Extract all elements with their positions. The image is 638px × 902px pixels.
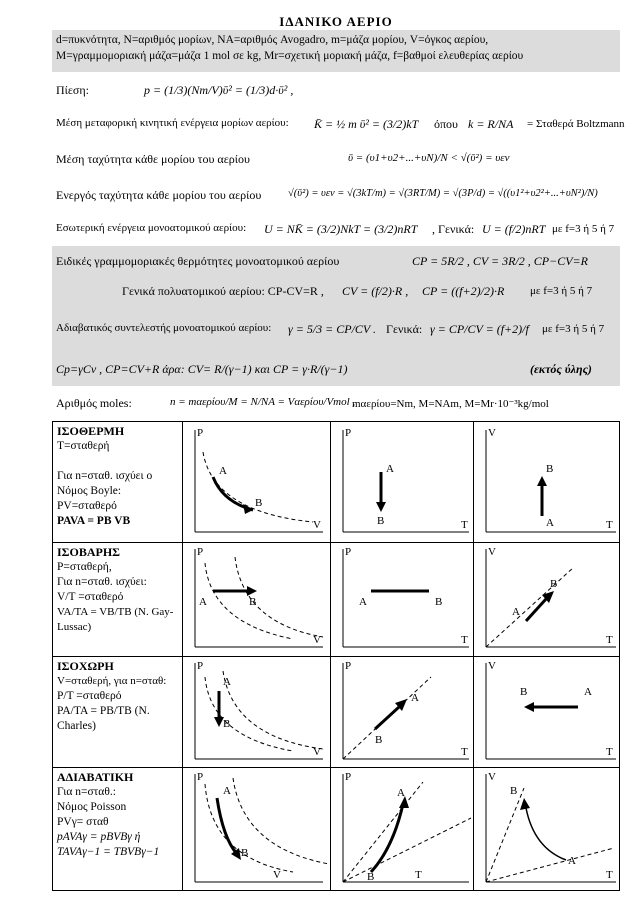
relations-formula: Cp=γCv , CP=CV+R άρα: CV= R/(γ−1) και CP = γ·R/(γ−1)	[56, 362, 348, 376]
pt-graph	[331, 657, 474, 767]
pt-graph	[331, 768, 474, 890]
kinetic-energy-label: Μέση μεταφορική κινητική ενέργεια μορίων αερίου:	[56, 117, 289, 129]
process-path	[526, 599, 546, 621]
vt-graph	[474, 768, 621, 890]
axis-label-v: V	[488, 660, 496, 672]
pt-graph-svg	[331, 543, 474, 656]
pv-graph-svg	[183, 768, 331, 890]
axis-label-p: P	[197, 771, 204, 783]
axis-label-v: V	[488, 546, 496, 558]
process-row-isobaric	[52, 542, 620, 657]
arrow-head	[524, 702, 534, 712]
pv-graph-svg	[183, 543, 331, 656]
isochore-a	[343, 782, 423, 882]
axis-label-t: T	[461, 634, 468, 646]
adiabatic-coef-label: Αδιαβατικός συντελεστής μονοατομικού αερίου:	[56, 322, 272, 334]
definitions-line-1: d=πυκνότητα, N=αριθμός μορίων, NA=αριθμός Avogadro, m=μάζα μορίου, V=όγκος αερίου,	[56, 34, 489, 46]
point-a-label: A	[359, 596, 367, 608]
axis-label-t: T	[606, 746, 613, 758]
pt-graph	[331, 543, 474, 656]
adiabatic-general-formula: γ = CP/CV = (f+2)/f	[430, 322, 529, 336]
point-a-label: A	[546, 517, 554, 529]
point-a-label: A	[397, 787, 405, 799]
page-title: ΙΔΑΝΙΚΟ ΑΕΡΙΟ	[279, 14, 393, 29]
moles-extra: mαερίου=Nm, M=NAm, M=Mr·10⁻³kg/mol	[352, 398, 549, 410]
definitions-line-2: M=γραμμομοριακή μάζα=μάζα 1 mol σε kg, Mr=σχετική μοριακή μάζα, f=βαθμοί ελευθερίας αερίου	[56, 50, 524, 62]
process-path	[213, 477, 253, 510]
adiabatic-cond: με f=3 ή 5 ή 7	[542, 323, 605, 335]
arrow-head	[247, 586, 257, 596]
rms-speed-label: Ενεργός ταχύτητα κάθε μορίου του αερίου	[56, 188, 262, 202]
process-path	[526, 808, 566, 860]
point-a-label: A	[223, 785, 231, 797]
moles-formula: n = mαερίου/M = N/NA = Vαερίου/Vmol ,	[170, 396, 356, 408]
internal-energy-row	[52, 216, 620, 244]
process-path	[217, 798, 237, 854]
vt-graph	[474, 422, 621, 542]
process-row-isothermal	[52, 421, 620, 543]
point-b-label: B	[435, 596, 443, 608]
axis-label-p: P	[197, 427, 204, 439]
point-b-label: B	[546, 463, 554, 475]
process-desc	[53, 657, 183, 767]
isobar-a	[486, 788, 524, 882]
axis-label-v: V	[488, 427, 496, 439]
point-b-label: B	[377, 515, 385, 527]
axis-label-p: P	[345, 427, 352, 439]
process-law: PA/TA = PB/TB (N. Charles)	[57, 705, 150, 732]
polyatomic-cv: CV = (f/2)·R ,	[342, 284, 409, 298]
axis-label-t: T	[606, 519, 613, 531]
axis-label-p: P	[197, 660, 204, 672]
process-row-adiabatic	[52, 767, 620, 891]
axis-label-p: P	[345, 546, 352, 558]
process-line: V/T =σταθερό	[57, 591, 124, 603]
adiabatic-general-label: Γενικά:	[386, 322, 423, 336]
point-b-label: B	[255, 497, 263, 509]
arrow-head	[520, 798, 530, 810]
pv-graph	[183, 543, 331, 656]
mean-speed-label: Μέση ταχύτητα κάθε μορίου του αερίου	[56, 152, 250, 166]
axis-label-p: P	[345, 771, 352, 783]
boltzmann-desc: = Σταθερά Boltzmann	[527, 118, 625, 130]
definitions-box	[52, 30, 620, 72]
axis-label-v: V	[313, 519, 321, 531]
process-line: P/T =σταθερό	[57, 690, 122, 702]
point-b-label: B	[249, 596, 257, 608]
vt-graph-svg	[474, 422, 621, 542]
specific-heats-block	[52, 246, 620, 354]
vt-graph	[474, 543, 621, 656]
pressure-row	[52, 76, 620, 106]
axis-label-v: V	[488, 771, 496, 783]
point-b-label: B	[510, 785, 518, 797]
pv-graph	[183, 768, 331, 890]
pt-graph-svg	[331, 422, 474, 542]
kinetic-energy-row	[52, 110, 625, 140]
internal-energy-label: Εσωτερική ενέργεια μονοατομικού αερίου:	[56, 222, 247, 234]
kinetic-energy-formula: K̄ = ½ m ῡ² = (3/2)kT	[314, 117, 419, 131]
pv-graph-svg	[183, 657, 331, 767]
pt-graph-svg	[331, 768, 474, 890]
pressure-formula: p = (1/3)(Nm/V)ῡ² = (1/3)d·ῡ² ,	[144, 83, 294, 97]
internal-energy-formula: U = NK̄ = (3/2)NkT = (3/2)nRT	[264, 222, 418, 236]
axis-label-v: V	[313, 634, 321, 646]
point-b-label: B	[550, 578, 558, 590]
process-law: pAVAγ = pBVBγ ή	[57, 831, 141, 843]
arrow-head	[376, 502, 386, 512]
point-a-label: A	[219, 465, 227, 477]
isobar-line	[486, 567, 574, 647]
polyatomic-text: Γενικά πολυατομικού αερίου: CP-CV=R ,	[122, 284, 324, 298]
point-a-label: A	[386, 463, 394, 475]
process-line: PVγ= σταθ	[57, 816, 109, 828]
process-line: Για n=σταθ.:	[57, 786, 116, 798]
process-line: Νόμος Boyle:	[57, 485, 122, 497]
process-path	[371, 804, 403, 872]
internal-energy-general-label: , Γενικά:	[432, 222, 475, 236]
process-line: P=σταθερή,	[57, 561, 112, 573]
axis-label-t: T	[415, 869, 422, 881]
point-b-label: B	[520, 686, 528, 698]
moles-row	[52, 386, 620, 418]
specific-heats-formula: CP = 5R/2 , CV = 3R/2 , CP−CV=R	[412, 254, 588, 268]
point-a-label: A	[512, 606, 520, 618]
vt-graph-svg	[474, 543, 621, 656]
axis-label-v: V	[273, 869, 281, 881]
process-line: Νόμος Poisson	[57, 801, 127, 813]
axis-label-p: P	[197, 546, 204, 558]
process-line: PV=σταθερό	[57, 500, 117, 512]
process-path	[375, 707, 399, 729]
boltzmann-formula: k = R/NA	[468, 117, 514, 131]
point-a-label: A	[223, 676, 231, 688]
isobar-b	[486, 848, 614, 882]
process-name: ΙΣΟΘΕΡΜΗ	[57, 424, 125, 438]
point-b-label: B	[375, 734, 383, 746]
isotherm-b	[223, 671, 323, 749]
rms-speed-row	[52, 178, 620, 214]
process-line: Για n=σταθ. ισχύει:	[57, 576, 147, 588]
vt-graph	[474, 657, 621, 767]
process-desc	[53, 768, 183, 890]
vt-graph-svg	[474, 768, 621, 890]
pv-graph	[183, 422, 331, 542]
mean-speed-formula: ῡ = (υ1+υ2+...+υN)/N < √(ῡ²) = υεν	[348, 152, 510, 164]
axis-label-v: V	[313, 746, 321, 758]
arrow-head	[537, 476, 547, 486]
pv-graph-svg	[183, 422, 331, 542]
process-law-2: TAVAγ−1 = TBVBγ−1	[57, 846, 160, 858]
process-desc	[53, 422, 183, 542]
axis-label-t: T	[461, 746, 468, 758]
process-law: PAVA = PB VB	[57, 515, 131, 527]
process-desc	[53, 543, 183, 656]
processes-table	[52, 421, 620, 891]
rms-speed-formula: √(ῡ²) = υεν = √(3kT/m) = √(3RT/M) = √(3P/d) = √((υ1²+υ2²+...+υN²)/N)	[288, 188, 598, 199]
point-b-label: B	[367, 871, 375, 883]
process-line: V=σταθερή, για n=σταθ:	[57, 675, 167, 687]
point-a-label: A	[411, 692, 419, 704]
isochore-b	[343, 818, 471, 882]
process-row-isochoric	[52, 656, 620, 768]
mean-speed-row	[52, 144, 620, 176]
pt-graph-svg	[331, 657, 474, 767]
process-name: ΙΣΟΒΑΡΗΣ	[57, 545, 121, 559]
process-line: T=σταθερή	[57, 440, 110, 452]
axis-label-t: T	[606, 869, 613, 881]
kinetic-where: όπου	[434, 117, 458, 131]
vt-graph-svg	[474, 657, 621, 767]
axis-label-t: T	[461, 519, 468, 531]
point-a-label: A	[199, 596, 207, 608]
relations-note: (εκτός ύλης)	[530, 362, 592, 376]
point-b-label: B	[223, 718, 231, 730]
isotherm-a	[205, 784, 293, 872]
axis-label-p: P	[345, 660, 352, 672]
point-a-label: A	[568, 855, 576, 867]
adiabatic-coef-formula: γ = 5/3 = CP/CV .	[288, 322, 377, 336]
polyatomic-cp: CP = ((f+2)/2)·R	[422, 284, 505, 298]
pressure-label: Πίεση:	[56, 83, 90, 97]
process-name: ΙΣΟΧΩΡΗ	[57, 659, 114, 673]
process-line	[57, 454, 178, 469]
pt-graph	[331, 422, 474, 542]
internal-energy-general-formula: U = (f/2)nRT	[482, 222, 546, 236]
relations-row	[52, 354, 620, 386]
moles-label: Αριθμός moles:	[56, 396, 132, 410]
physics-sheet	[52, 14, 625, 894]
pv-graph	[183, 657, 331, 767]
process-line: Για n=σταθ. ισχύει ο	[57, 470, 153, 482]
internal-energy-cond: με f=3 ή 5 ή 7	[552, 223, 615, 235]
point-b-label: B	[241, 847, 249, 859]
specific-heats-label: Ειδικές γραμμομοριακές θερμότητες μονοατομικού αερίου	[56, 254, 340, 268]
polyatomic-cond: με f=3 ή 5 ή 7	[530, 285, 593, 297]
axis-label-t: T	[606, 634, 613, 646]
process-law: VA/TA = VB/TB (N. Gay-Lussac)	[57, 606, 174, 633]
process-name: ΑΔΙΑΒΑΤΙΚΗ	[57, 770, 134, 784]
point-a-label: A	[584, 686, 592, 698]
